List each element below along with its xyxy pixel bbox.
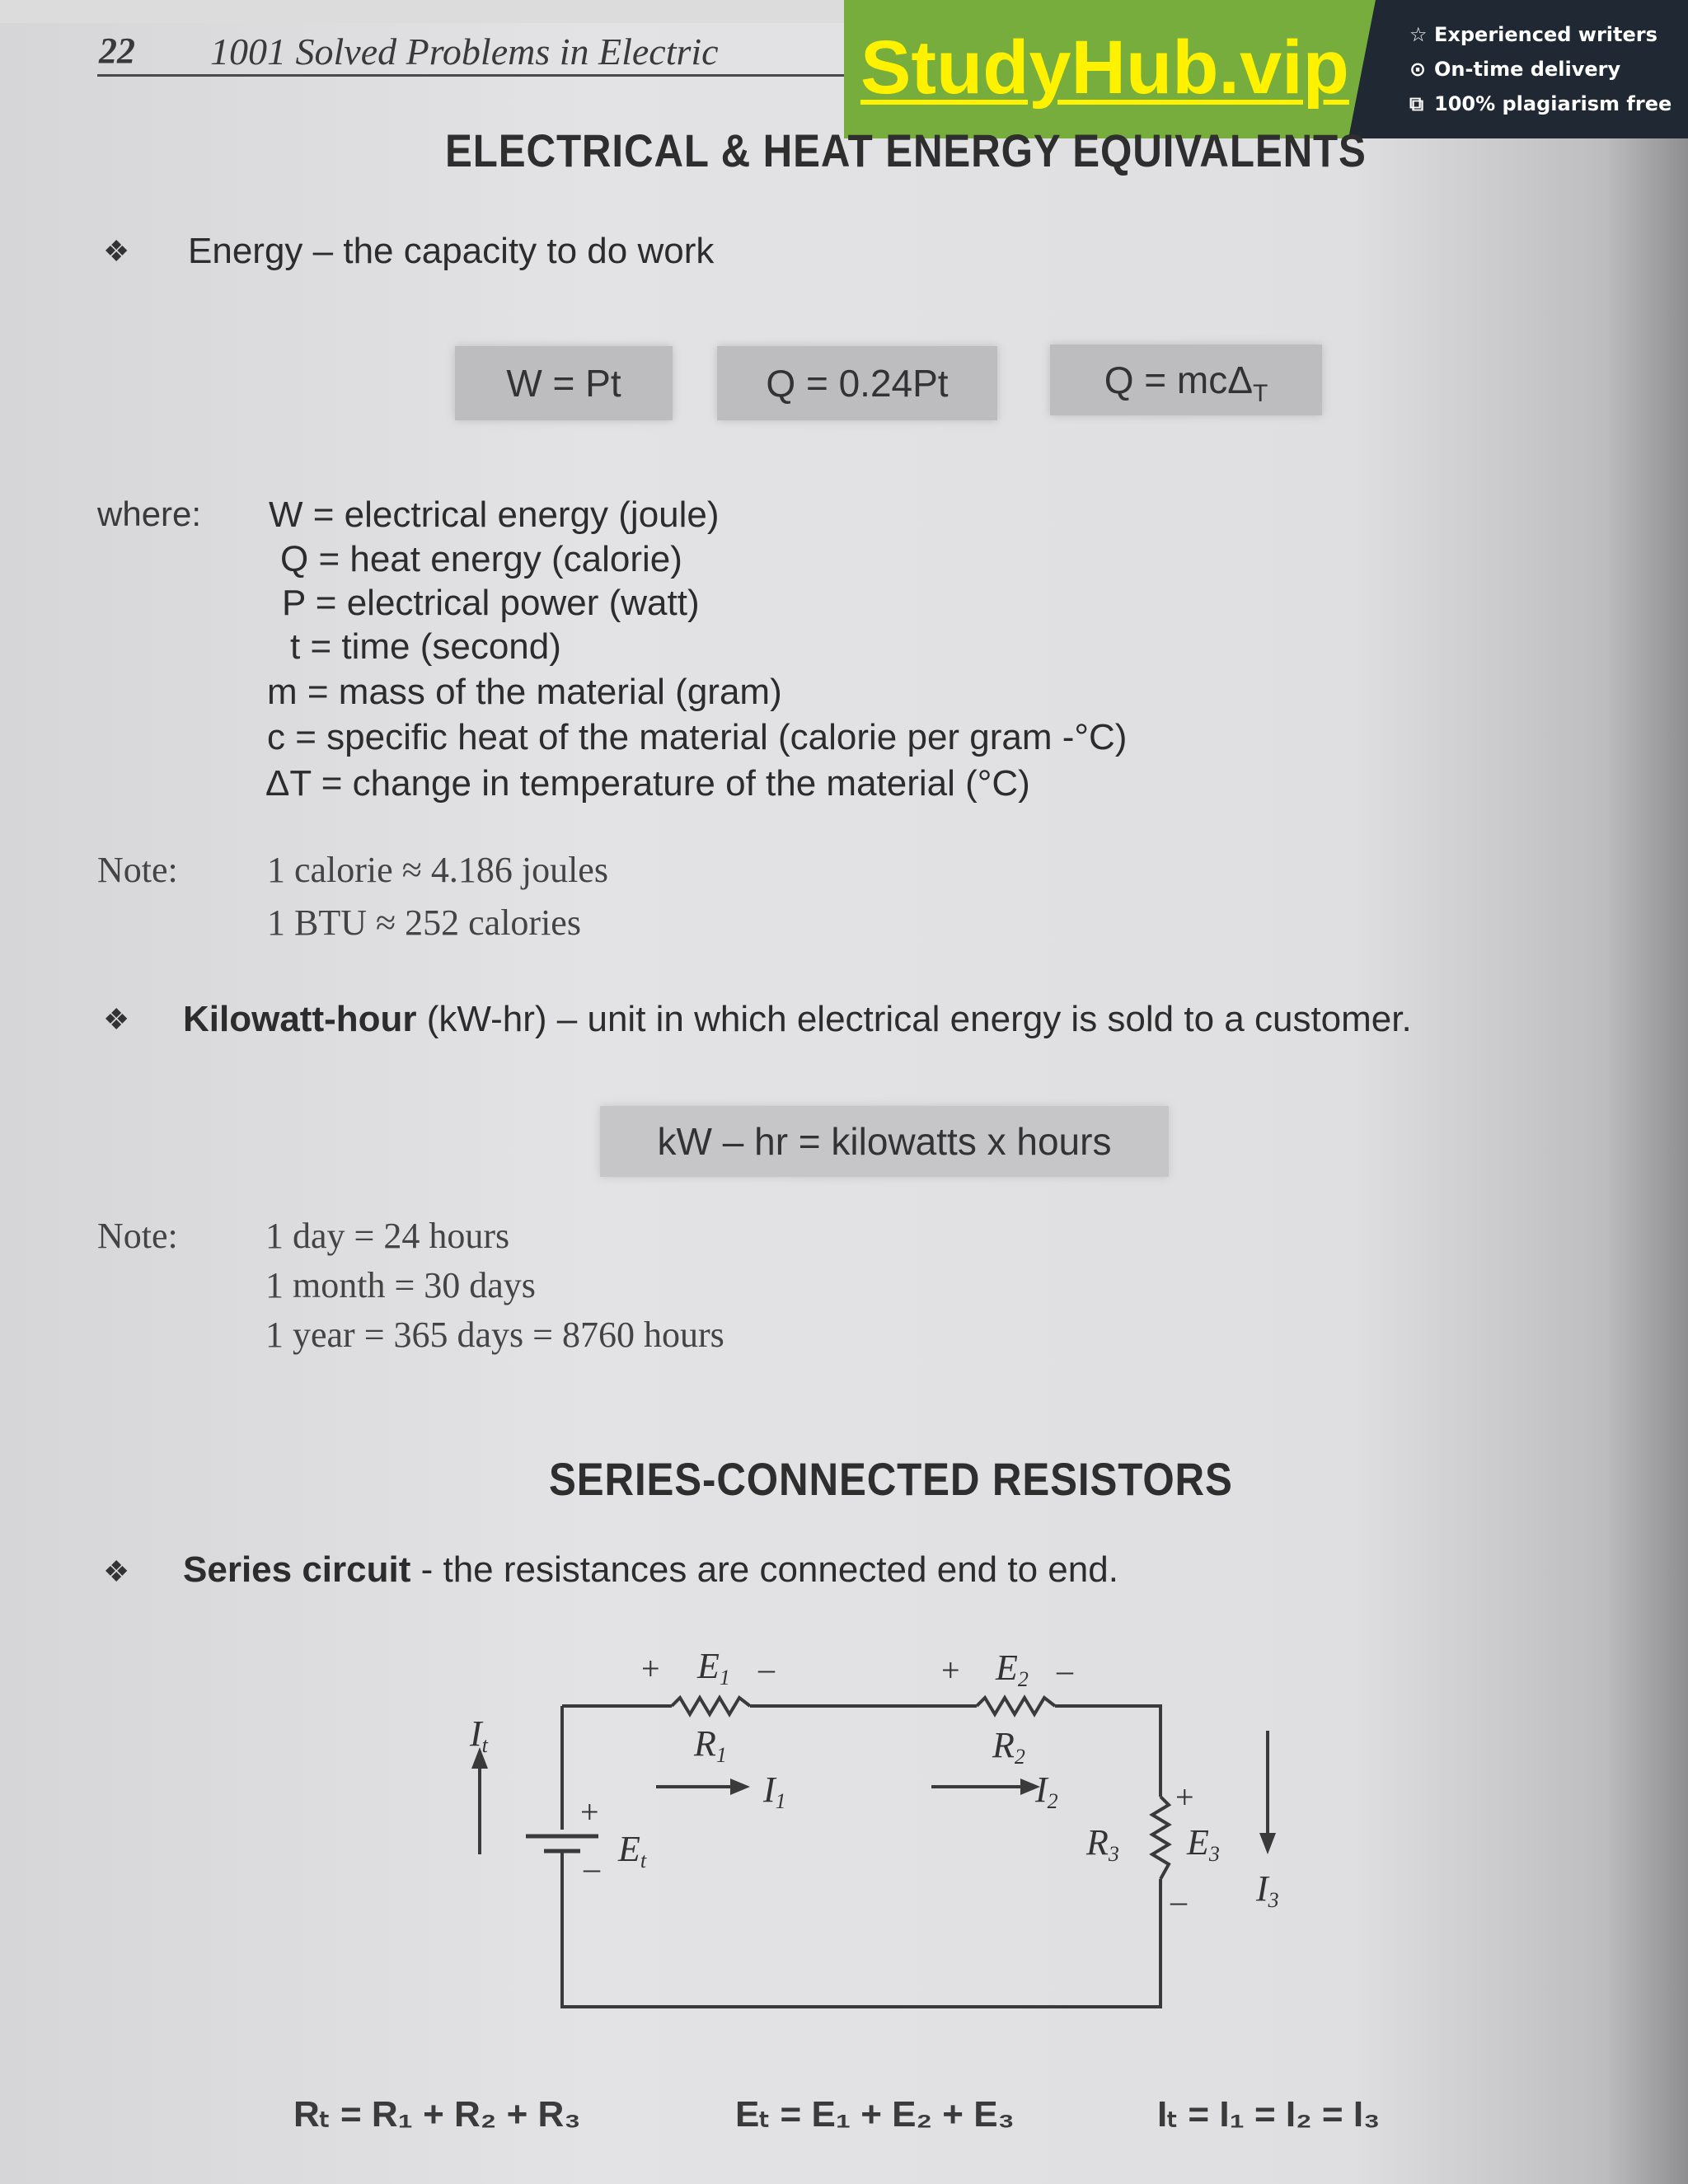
wire-bottom [562,1864,1160,2007]
definition-delta-t: ΔT = change in temperature of the material (°C) [265,763,1030,804]
note-label: Note: [97,850,178,890]
definition-m: m = mass of the material (gram) [267,672,782,712]
e1-minus-sign: – [758,1650,775,1687]
e3-minus-sign: – [1170,1882,1187,1919]
section-title-series: SERIES-CONNECTED RESISTORS [549,1453,1233,1505]
e1-plus-sign: + [641,1650,660,1687]
feature-plagiarism-free: ⧉ 100% plagiarism free [1409,92,1672,115]
e2-minus-sign: – [1057,1652,1073,1689]
note-btu-calories: 1 BTU ≈ 252 calories [267,902,581,943]
definition-c: c = specific heat of the material (calorie per gram -°C) [267,717,1128,757]
kwh-definition: Kilowatt-hour (kW-hr) – unit in which electrical energy is sold to a customer. [183,999,1412,1039]
formula-total-resistance: Rₜ = R₁ + R₂ + R₃ [293,2094,581,2135]
et-plus-sign: + [580,1793,599,1830]
feature-on-time-delivery: ⊙ On-time delivery [1409,58,1621,81]
resistor-r3-symbol [1152,1797,1169,1879]
definition-p: P = electrical power (watt) [282,583,700,623]
feature-experienced-writers: ☆ Experienced writers [1409,23,1658,46]
it-label: It [470,1713,488,1757]
bullet-icon: ❖ [103,1002,130,1036]
series-definition: Series circuit - the resistances are connected end to end. [183,1549,1118,1590]
energy-definition: Energy – the capacity to do work [188,231,715,271]
header-rule [97,74,856,77]
page-number: 22 [99,30,135,71]
definition-t: t = time (second) [290,626,561,667]
formula-total-voltage: Eₜ = E₁ + E₂ + E₃ [735,2094,1015,2135]
i1-label: I1 [763,1769,786,1813]
note-label: Note: [97,1216,178,1256]
note-calorie-joules: 1 calorie ≈ 4.186 joules [267,850,608,890]
et-minus-sign: – [584,1849,600,1886]
formula-total-current: Iₜ = I₁ = I₂ = I₃ [1157,2094,1381,2135]
resistor-r1-symbol [672,1698,750,1714]
formula-w-pt: W = Pt [455,346,673,420]
et-label: Et [618,1829,647,1872]
copy-icon: ⧉ [1409,92,1424,115]
i2-label: I2 [1035,1769,1058,1813]
bullet-icon: ❖ [103,1554,130,1588]
arrow-i1-head [730,1779,750,1795]
definition-w: W = electrical energy (joule) [269,494,720,535]
series-circuit-diagram [445,1632,1352,2027]
where-label: where: [97,494,202,533]
wire-top-right [1055,1706,1160,1797]
formula-kwh: kW – hr = kilowatts x hours [600,1106,1169,1177]
resistor-r2-symbol [977,1698,1055,1714]
section-title-energy: ELECTRICAL & HEAT ENERGY EQUIVALENTS [445,124,1367,176]
note-day-hours: 1 day = 24 hours [265,1216,510,1256]
e1-label: E1 [697,1646,730,1690]
definition-q: Q = heat energy (calorie) [280,539,682,579]
r3-label: R3 [1086,1822,1119,1866]
studyhub-logo-text[interactable]: StudyHub.vip [860,26,1349,110]
e3-label: E3 [1187,1822,1220,1866]
star-icon: ☆ [1409,23,1428,46]
e2-label: E2 [996,1647,1029,1691]
book-title: 1001 Solved Problems in Electric [210,30,719,73]
clock-icon: ⊙ [1409,58,1427,81]
note-month-days: 1 month = 30 days [265,1265,536,1305]
i3-label: I3 [1256,1868,1279,1912]
formula-q-024pt: Q = 0.24Pt [717,346,997,420]
arrow-i3-head [1259,1833,1276,1854]
bullet-icon: ❖ [103,234,130,268]
e3-plus-sign: + [1175,1779,1194,1816]
e2-plus-sign: + [941,1652,960,1689]
r2-label: R2 [992,1725,1025,1769]
formula-q-mcdt: Q = mcΔ$_T$ [1050,344,1322,415]
note-year-hours: 1 year = 365 days = 8760 hours [265,1315,724,1355]
r1-label: R1 [694,1723,727,1767]
